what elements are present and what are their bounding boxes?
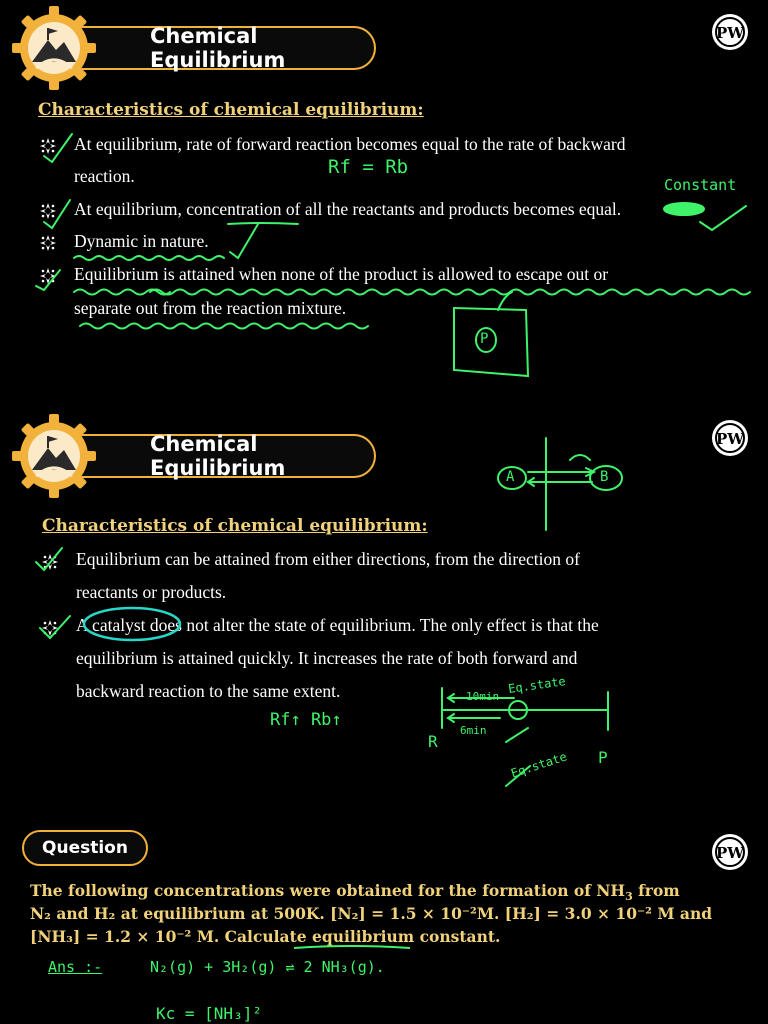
section1-heading: Characteristics of chemical equilibrium: (38, 100, 424, 120)
handwritten-rate-equation: Rf = Rb (328, 156, 409, 178)
handwritten-ten-min: 10min (466, 690, 500, 703)
bullet-text: reaction. (74, 166, 135, 186)
bullet-text: Equilibrium can be attained from either directions, from the direction of (76, 549, 580, 569)
question-line-1-sub: 3 (625, 890, 633, 904)
question-line-1-post: from (632, 881, 680, 900)
bullet-text: separate out from the reaction mixture. (74, 298, 347, 318)
bullet-text: At equilibrium, concentration of all the reactants and products becomes equal. (74, 199, 622, 219)
answer-kc: Kc = [NH₃]² (156, 1004, 262, 1023)
bullet-text: backward reaction to the same extent. (76, 681, 341, 701)
handwritten-eq-state-bottom: Eq.state (509, 749, 569, 781)
handwritten-p-label: P (598, 748, 608, 767)
handwritten-r-label: R (428, 732, 438, 751)
bullet-text: At equilibrium, rate of forward reaction becomes equal to the rate of backward (74, 134, 626, 154)
question-pill-label: Question (42, 838, 128, 858)
section1-banner (48, 26, 376, 70)
handwritten-ink-marks (0, 430, 768, 810)
question-line-1-pre: The following concentrations were obtained for the formation of NH (30, 881, 626, 900)
answer-label: Ans :- (48, 958, 103, 976)
handwritten-p-label: P (480, 331, 489, 347)
question-line-2: N₂ and H₂ at equilibrium at 500K. [N₂] = 1.5 × 10⁻²M. [H₂] = 3.0 × 10⁻² M and (30, 904, 713, 923)
handwritten-eq-state-top: Eq.state (507, 674, 567, 696)
gear-logo-icon (12, 6, 96, 90)
bullet-text: A catalyst does not alter the state of equilibrium. The only effect is that the (76, 615, 599, 635)
handwritten-constant: Constant (664, 176, 737, 194)
answer-reaction: N₂(g) + 3H₂(g) ⇌ 2 NH₃(g). (150, 958, 385, 976)
underline-mark (0, 940, 768, 960)
bullet-text: reactants or products. (76, 582, 227, 602)
handwritten-ink-marks (0, 120, 768, 380)
handwritten-six-min: 6min (460, 724, 487, 737)
handwritten-b-label: B (600, 469, 609, 485)
pw-logo-icon (710, 12, 750, 52)
bullet-text: equilibrium is attained quickly. It increases the rate of both forward and (76, 648, 578, 668)
section2-heading: Characteristics of chemical equilibrium: (42, 516, 428, 536)
question-pill (22, 830, 148, 866)
question-line-3: [NH₃] = 1.2 × 10⁻² M. Calculate equilibrium constant. (30, 927, 501, 946)
bullet-text: Equilibrium is attained when none of the product is allowed to escape out or (74, 264, 609, 284)
banner-title: Chemical Equilibrium (150, 24, 286, 72)
pw-logo-icon (710, 832, 750, 872)
handwritten-rates: Rf↑ Rb↑ (270, 710, 342, 730)
bullet-text: Dynamic in nature. (74, 231, 209, 251)
handwritten-a-label: A (506, 469, 515, 485)
banner-title: Chemical Equilibrium (150, 432, 286, 480)
